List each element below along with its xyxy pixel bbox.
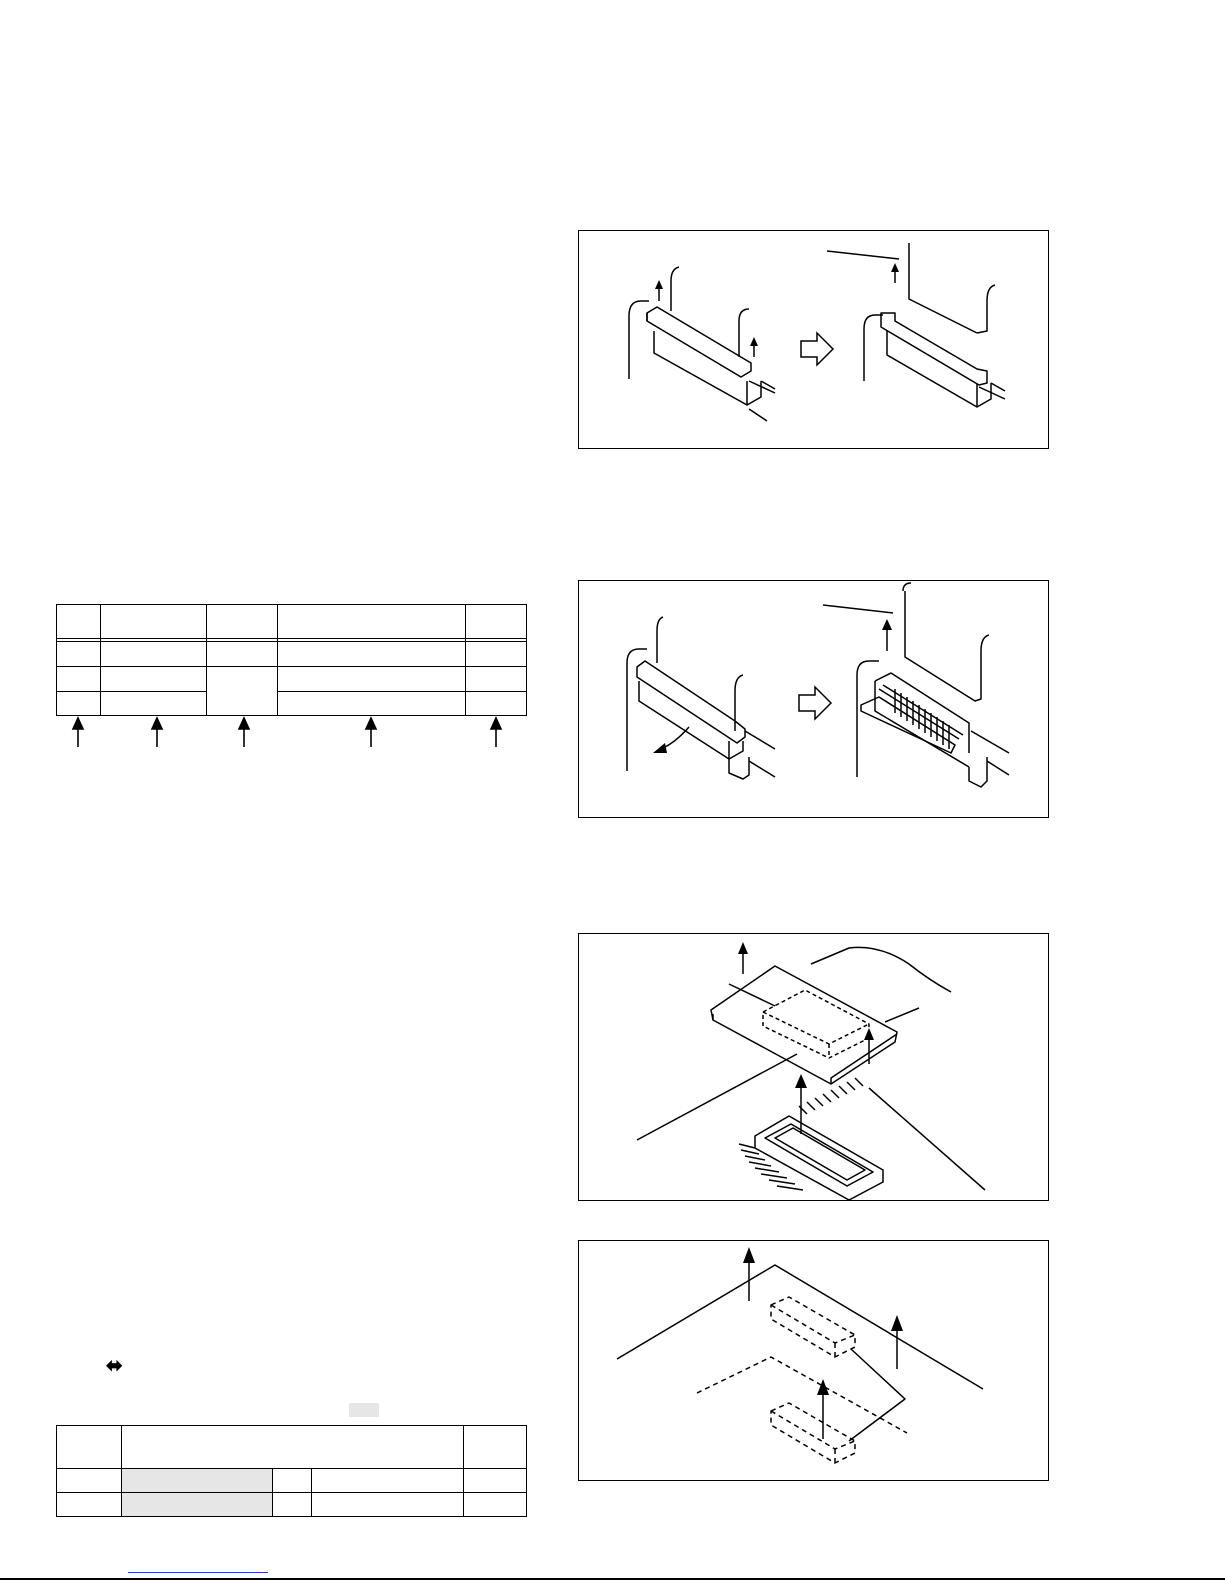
table-1-cell: [57, 667, 101, 692]
up-arrow-head-icon: [491, 718, 501, 729]
table-2-header-cell: [464, 1426, 527, 1469]
up-arrow-head-icon: [152, 718, 162, 729]
table-2-cell: [273, 1469, 312, 1493]
table-1-header-cell: [57, 605, 101, 642]
table-2-shaded-cell: [122, 1493, 273, 1517]
table-2-cell: [464, 1493, 527, 1517]
table-2-cell: [57, 1493, 122, 1517]
table-2-cell: [464, 1469, 527, 1493]
table-1-header-cell: [207, 605, 278, 642]
flex-board-lift-off-icon: [579, 934, 1048, 1200]
hollow-right-arrow-icon: [799, 687, 831, 719]
table-1-header-cell: [278, 605, 466, 642]
figure-2: [578, 580, 1049, 818]
table-1-cell: [466, 642, 527, 667]
up-arrow-head-icon: [73, 718, 83, 729]
table-2-cell: [57, 1469, 122, 1493]
table-1-header-cell: [466, 605, 527, 642]
table-1-cell: [100, 692, 207, 716]
table-2-shaded-cell: [122, 1469, 273, 1493]
table-2-header-cell: [57, 1426, 122, 1469]
figure-3: [578, 933, 1049, 1201]
table-1-header-double-rule: [56, 638, 527, 642]
table-1-grid: [56, 604, 527, 716]
up-arrow-head-icon: [239, 718, 249, 729]
footer-rule: [0, 1578, 1225, 1580]
table-1-cell: [57, 692, 101, 716]
figure-4: [578, 1240, 1049, 1481]
table-2-cell: [312, 1469, 464, 1493]
table-1-cell: [278, 692, 466, 716]
hollow-right-arrow-icon: [801, 333, 833, 365]
connector-release-lever-up-icon: [579, 231, 1048, 448]
table-1-cell: [278, 642, 466, 667]
footer-link-underline[interactable]: [128, 1572, 268, 1573]
table-1-merged-cell: [207, 667, 278, 716]
table-1-cell: [57, 642, 101, 667]
table-2-grid: [56, 1425, 527, 1517]
table-1-cell: [100, 642, 207, 667]
table-1-cell: [207, 642, 278, 667]
table-2-cell: [312, 1493, 464, 1517]
table-2-header-cell: [122, 1426, 464, 1469]
figure-1: [578, 230, 1049, 449]
double-arrow-icon: ⬌: [106, 1355, 123, 1377]
up-arrow-head-icon: [366, 718, 376, 729]
table-1-header-cell: [100, 605, 207, 642]
table-1-cell: [466, 692, 527, 716]
connector-flip-lock-icon: [579, 581, 1048, 817]
table-1-cell: [278, 667, 466, 692]
shade-legend-swatch: [349, 1403, 379, 1417]
table-2-cell: [273, 1493, 312, 1517]
table-1-cell: [466, 667, 527, 692]
board-lift-off-icon: [579, 1241, 1048, 1480]
table-1-cell: [100, 667, 207, 692]
table-1-pointer-arrows: [56, 716, 536, 750]
